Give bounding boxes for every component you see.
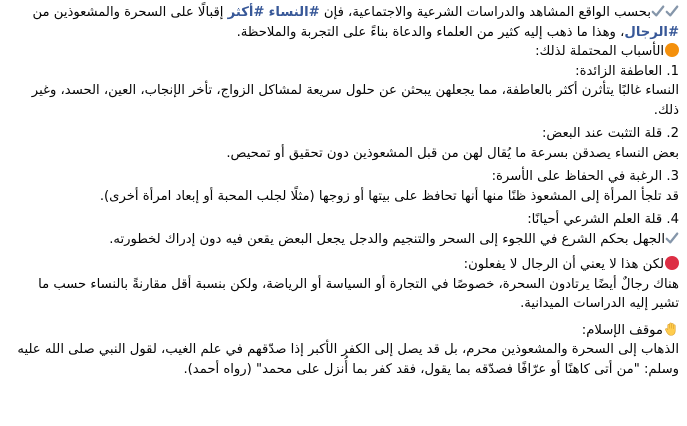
reason-item — [10, 62, 679, 121]
reason-item — [10, 124, 679, 163]
hashtag-link-men[interactable]: #الرجال — [624, 24, 679, 40]
check-mark-icon — [665, 5, 679, 20]
hashtag-link-more[interactable]: #أكثر — [227, 5, 265, 20]
reason-item — [10, 167, 679, 206]
note-heading — [10, 255, 679, 275]
check-mark-icon — [651, 5, 665, 20]
intro-text-3: ، وهذا ما ذهب إليه كثير من العلماء والدعاة بناءً على التجربة والملاحظة. — [236, 24, 625, 40]
intro-text-1: بحسب الواقع المشاهد والدراسات الشرعية والاجتماعية، فإن — [319, 5, 651, 20]
note-heading-text: لكن هذا لا يعني أن الرجال لا يفعلون: — [463, 257, 664, 272]
islam-section — [10, 321, 679, 380]
reasons-heading — [10, 42, 679, 62]
reason-body — [10, 230, 679, 250]
intro-text-2: إقبالًا على السحرة والمشعوذين من — [32, 5, 228, 20]
red-circle-icon — [665, 256, 679, 270]
note-section — [10, 255, 679, 314]
note-body: هناك رجالٌ أيضًا يرتادون السحرة، خصوصًا في التجارة أو السياسة أو الرياضة، ولكن بنسبة أقل مقارنةً بالنساء حسب ما تشير إليه الدراسات الميدانية. — [38, 276, 679, 311]
orange-circle-icon — [665, 43, 679, 57]
raised-hand-icon — [663, 323, 679, 338]
intro-paragraph — [10, 3, 679, 42]
hashtag-link-women[interactable]: #النساء — [268, 5, 320, 20]
reason-title: 2. قلة التثبت عند البعض: — [541, 126, 679, 141]
check-mark-icon — [665, 232, 679, 247]
reason-body-text: الجهل بحكم الشرع في اللجوء إلى السحر والتنجيم والدجل يجعل البعض يقعن فيه دون إدراك لخطورته. — [109, 231, 665, 247]
islam-heading — [10, 321, 679, 341]
islam-heading-text: موقف الإسلام: — [581, 322, 663, 338]
reason-body: قد تلجأ المرأة إلى المشعوذ ظنًا منها أنها تحافظ على بيتها أو زوجها (مثلًا لجلب المحبة أو إبعاد امرأة أخرى). — [99, 188, 679, 204]
reason-title: 3. الرغبة في الحفاظ على الأسرة: — [491, 169, 679, 184]
reason-title: 1. العاطفة الزائدة: — [575, 63, 679, 79]
reason-body: النساء غالبًا يتأثرن أكثر بالعاطفة، مما يجعلهن يبحثن عن حلول سريعة لمشاكل الزواج، تأخر الإنجاب، العين، الحسد، وغير ذلك. — [31, 83, 679, 118]
reason-title: 4. قلة العلم الشرعي أحيانًا: — [527, 212, 679, 227]
reason-item — [10, 210, 679, 249]
reasons-heading-text: الأسباب المحتملة لذلك: — [535, 44, 664, 59]
reason-body: بعض النساء يصدقن بسرعة ما يُقال لهن من قبل المشعوذين دون تحقيق أو تمحيص. — [226, 145, 679, 161]
islam-body: الذهاب إلى السحرة والمشعوذين محرم، بل قد يصل إلى الكفر الأكبر إذا صدّقهم في علم الغيب، لقول النبي صلى الله عليه وسلم: "من أتى كاهنًا أو عرّافًا فصدّقه بما يقول، فقد كفر بما أُنزل على محمد" (رواه أحمد). — [17, 342, 679, 377]
